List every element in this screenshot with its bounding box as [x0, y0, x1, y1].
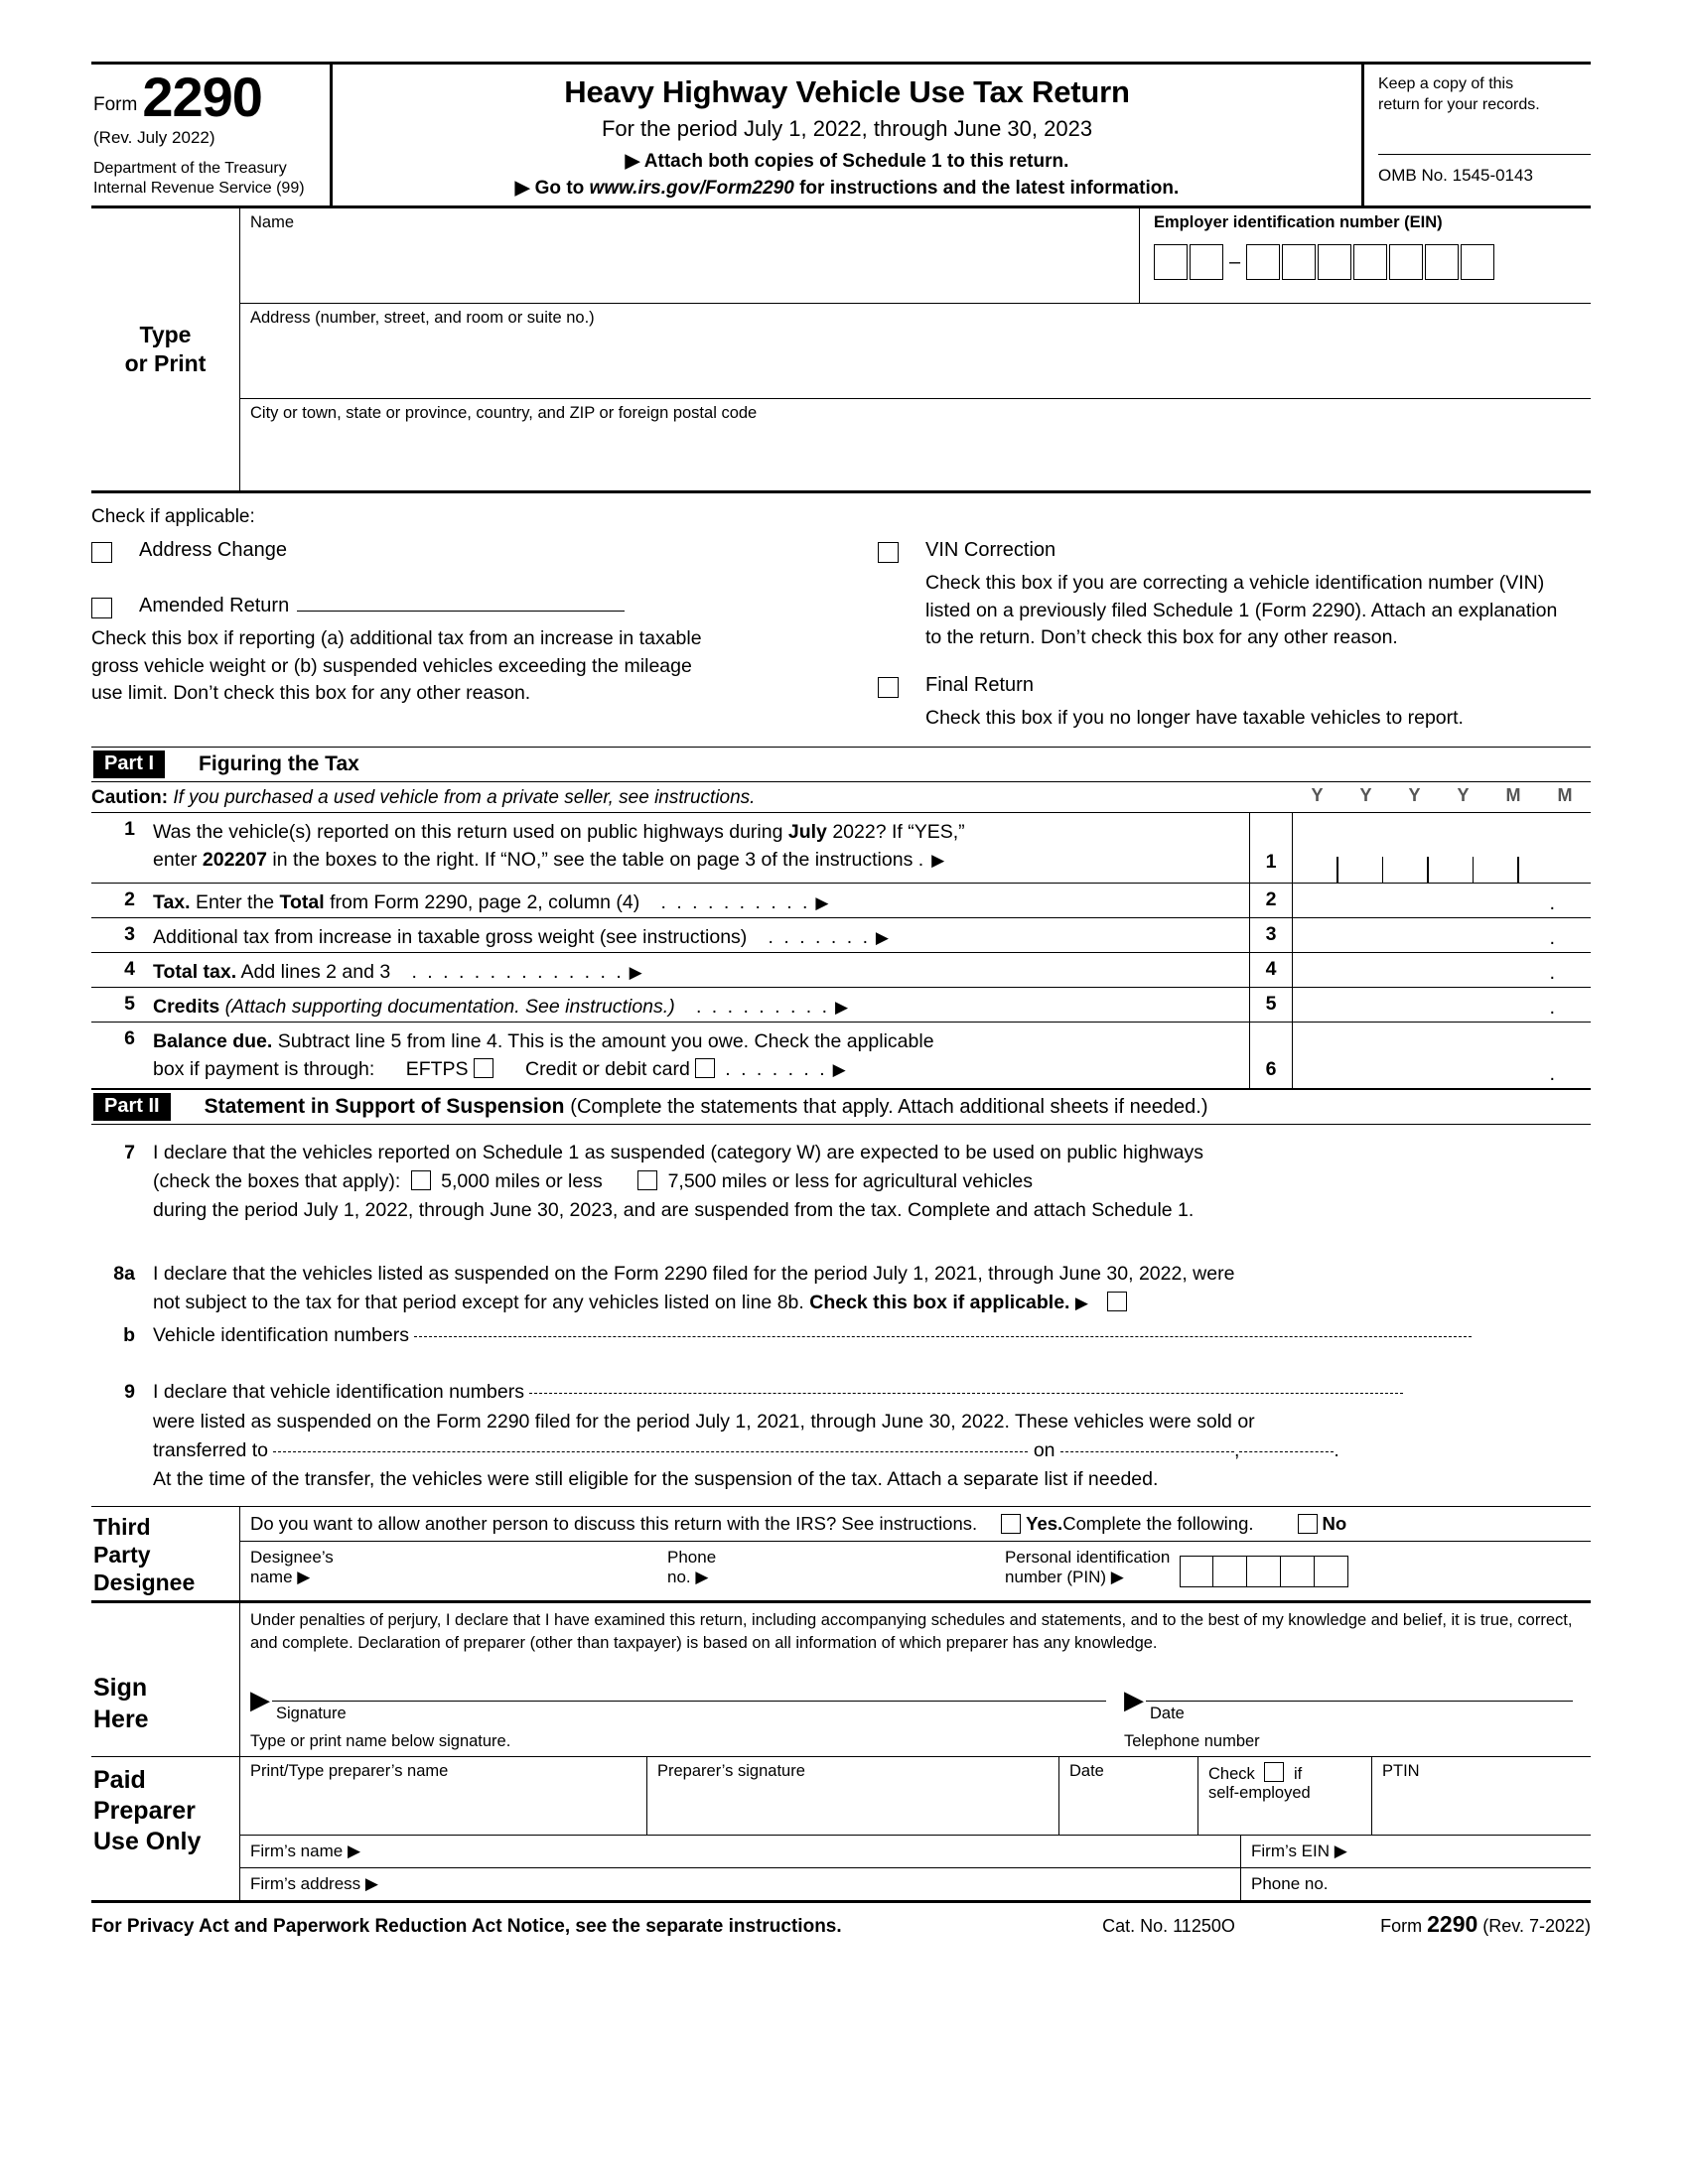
designee-pin-arrow: ▶ — [1110, 1568, 1124, 1587]
designee-phone-label-2-text: no. — [667, 1568, 691, 1587]
city-label: City or town, state or province, country, and ZIP or foreign postal code — [250, 404, 758, 422]
keep-copy-line-1: Keep a copy of this — [1378, 75, 1514, 92]
pin-digit-box[interactable] — [1281, 1556, 1315, 1587]
designee-phone-arrow: ▶ — [695, 1568, 709, 1587]
if-word-label: if — [1293, 1764, 1303, 1783]
ym-separator — [1517, 857, 1519, 883]
self-employed-check-field[interactable] — [1198, 1757, 1372, 1835]
ein-digit-box[interactable] — [1461, 244, 1494, 280]
line-2-arrow: ▶ — [815, 892, 829, 912]
designee-name-arrow: ▶ — [297, 1568, 311, 1587]
ein-dash: – — [1229, 250, 1241, 273]
part-1-header — [91, 748, 1591, 782]
designee-pin-label-2-text: number (PIN) — [1005, 1568, 1107, 1587]
ein-digit-box[interactable] — [1190, 244, 1223, 280]
line-6-box-number: 6 — [1249, 1023, 1293, 1088]
part-2-body — [91, 1125, 1591, 1495]
city-state-zip-field[interactable] — [240, 399, 1591, 490]
irs-url[interactable]: www.irs.gov/Form2290 — [589, 178, 794, 199]
firm-address-arrow: ▶ — [364, 1873, 378, 1893]
third-party-yes-rest: Complete the following. — [1062, 1513, 1254, 1535]
ein-digit-box[interactable] — [1282, 244, 1316, 280]
line-4-number: 4 — [124, 957, 135, 980]
final-return-description-text: Check this box if you no longer have taxable vehicles to report. — [925, 707, 1464, 730]
firm-phone-field[interactable] — [1241, 1868, 1591, 1900]
preparer-name-label: Print/Type preparer’s name — [250, 1761, 449, 1780]
line-6-dots: . . . . . . . — [725, 1058, 828, 1081]
designee-phone-label-2 — [667, 1568, 1005, 1587]
check-word-label: Check — [1208, 1764, 1255, 1783]
ym-separator — [1427, 857, 1429, 883]
line-8b-row — [91, 1321, 1591, 1350]
designee-phone-label-1: Phone — [667, 1548, 717, 1568]
line-4-dots: . . . . . . . . . . . . . . — [395, 960, 625, 983]
final-return-label: Final Return — [925, 674, 1034, 697]
third-party-question: Do you want to allow another person to discuss this return with the IRS? See instructions. — [250, 1513, 978, 1535]
line-9-number: 9 — [124, 1381, 135, 1404]
line-8a-number: 8a — [113, 1262, 135, 1285]
line-1-arrow: ▶ — [931, 851, 945, 871]
paid-preparer-body — [240, 1757, 1591, 1900]
line-2-text — [153, 884, 1249, 917]
keep-copy-line-2: return for your records. — [1378, 95, 1540, 113]
firm-ein-arrow: ▶ — [1334, 1841, 1347, 1860]
line-2-box-number: 2 — [1249, 884, 1293, 917]
ein-digit-box[interactable] — [1353, 244, 1387, 280]
sign-here-section — [91, 1603, 1591, 1757]
ein-digit-box[interactable] — [1246, 244, 1280, 280]
name-label: Name — [250, 213, 295, 231]
taxpayer-address-block — [91, 208, 1591, 493]
line-6-label: Balance due. — [153, 1029, 273, 1052]
sign-here-body — [240, 1603, 1591, 1756]
signature-bottom-row — [250, 1723, 1591, 1756]
line-8a-text-b: not subject to the tax for that period except for any vehicles listed on line 8b. — [153, 1291, 810, 1313]
ein-digit-box[interactable] — [1389, 244, 1423, 280]
line-4-text — [153, 953, 1249, 987]
signature-date-field[interactable] — [1124, 1684, 1591, 1723]
pin-digit-box[interactable] — [1213, 1556, 1247, 1587]
line-8a-row — [91, 1260, 1591, 1318]
header-title-block — [333, 65, 1364, 205]
type-print-name-field[interactable] — [250, 1732, 1124, 1751]
omb-number: OMB No. 1545-0143 — [1378, 154, 1591, 186]
ym-y2: Y — [1359, 784, 1372, 805]
line-6-text — [153, 1023, 1249, 1088]
firm-ein-label: Firm’s EIN — [1251, 1841, 1331, 1860]
firm-ein-field[interactable] — [1241, 1836, 1591, 1867]
vin-correction-description — [925, 570, 1561, 652]
line-4-decimal: . — [1549, 961, 1555, 984]
ptin-field[interactable] — [1372, 1757, 1591, 1835]
third-party-yes-label: Yes. — [1026, 1513, 1063, 1535]
ein-field[interactable] — [1139, 208, 1591, 303]
third-party-question-row — [240, 1507, 1591, 1542]
check-if-applicable-heading: Check if applicable: — [91, 506, 255, 527]
vin-correction-checkbox[interactable] — [878, 542, 899, 563]
firm-name-row — [240, 1836, 1591, 1868]
attach-schedule-note: ▶ Attach both copies of Schedule 1 to this return. — [625, 151, 1069, 172]
line-5-decimal: . — [1549, 996, 1555, 1019]
designee-phone-field[interactable] — [667, 1548, 1005, 1587]
part-2-title-note: (Complete the statements that apply. Attach additional sheets if needed.) — [570, 1095, 1208, 1118]
line-9-text-d: At the time of the transfer, the vehicles were still eligible for the suspension of the tax. Attach a separate list if needed. — [153, 1468, 1159, 1490]
signature-lines — [250, 1684, 1591, 1723]
catalog-number: Cat. No. 11250O — [1102, 1915, 1235, 1936]
line-3-arrow: ▶ — [875, 927, 889, 947]
line-5-row — [91, 988, 1591, 1023]
footer-form-id — [1380, 1911, 1591, 1938]
vin-correction-label: VIN Correction — [925, 539, 1056, 561]
designee-name-label-1: Designee’s — [250, 1548, 334, 1568]
self-employed-label: self-employed — [1208, 1783, 1311, 1802]
third-party-no-label: No — [1322, 1513, 1347, 1535]
type-or-print-line-2: or Print — [124, 350, 207, 376]
line-4-value[interactable] — [1293, 953, 1591, 987]
form-revision: (Rev. July 2022) — [93, 128, 215, 148]
line-7-text-a: I declare that the vehicles reported on Schedule 1 as suspended (category W) are expected to be used on public highways — [153, 1141, 1203, 1163]
line-2-total-bold: Total — [279, 890, 325, 913]
line-5-number: 5 — [124, 992, 135, 1015]
part-1-title: Figuring the Tax — [199, 751, 359, 775]
line-2-dots: . . . . . . . . . . — [644, 890, 810, 913]
line-7-number: 7 — [124, 1141, 135, 1163]
third-party-body — [240, 1507, 1591, 1600]
final-return-description — [925, 705, 1561, 733]
amended-return-text: Amended Return — [139, 595, 290, 616]
preparer-date-field[interactable] — [1059, 1757, 1198, 1835]
amended-return-rule — [297, 596, 625, 612]
line-9-year-input[interactable] — [1239, 1451, 1334, 1452]
line-7-text-b: (check the boxes that apply): — [153, 1170, 401, 1192]
signature-caption: Signature — [276, 1704, 347, 1722]
paid-preparer-label — [91, 1757, 240, 1900]
line-1-dots: . — [917, 849, 926, 872]
line-1-text-c: enter — [153, 849, 203, 872]
line-5-label: Credits — [153, 995, 220, 1018]
line-5-value[interactable] — [1293, 988, 1591, 1022]
form-word-label: Form — [93, 94, 138, 116]
line-9-vin-input[interactable] — [529, 1393, 1403, 1394]
line-4-label: Total tax. — [153, 960, 237, 983]
address-fields — [240, 208, 1591, 490]
line-3-dots: . . . . . . . — [752, 925, 871, 948]
line-1-value[interactable] — [1293, 813, 1591, 883]
line-1-code-bold: 202207 — [202, 849, 267, 872]
designee-name-label-2-text: name — [250, 1568, 293, 1587]
goto-instructions-note — [337, 177, 1357, 200]
form-title: Heavy Highway Vehicle Use Tax Return — [564, 74, 1130, 109]
form-header — [91, 62, 1591, 208]
eftps-checkbox[interactable] — [474, 1058, 493, 1078]
ein-digit-box[interactable] — [1318, 244, 1351, 280]
line-9-text: I declare that vehicle identification numbers were listed as suspended on the Form 2290 filed for the period July 1, 2021, through June 30, 2022. These vehicles were sold or transferred to on , . At the time of the transfer, the vehicles were still eligible for the suspension of the tax. Attach a separate list if needed. — [153, 1378, 1591, 1494]
sign-here-label-1: Sign — [93, 1674, 148, 1703]
form-period: For the period July 1, 2022, through June 30, 2023 — [601, 116, 1093, 141]
credit-debit-card-checkbox[interactable] — [695, 1058, 715, 1078]
line-8a-checkbox[interactable] — [1107, 1292, 1127, 1311]
privacy-notice: For Privacy Act and Paperwork Reduction Act Notice, see the separate instructions. — [91, 1915, 842, 1937]
third-party-fields — [240, 1542, 1591, 1595]
pin-digit-box[interactable] — [1180, 1556, 1213, 1587]
amended-return-label — [139, 595, 625, 617]
perjury-statement: Under penalties of perjury, I declare that I have examined this return, including accompanying schedules and statements, and to the best of my knowledge and belief, it is true, correct, and complete. Declaration of preparer (other than taxpayer) is based on all information of which preparer has any knowledge. — [250, 1611, 1573, 1653]
line-1-text-b: 2022? If “YES,” — [826, 820, 965, 843]
designee-name-field[interactable] — [250, 1548, 667, 1587]
firm-name-field[interactable] — [240, 1836, 1241, 1867]
line-2-text-a: Enter the — [190, 890, 280, 913]
third-party-yes-checkbox[interactable] — [1001, 1514, 1021, 1534]
address-change-checkbox[interactable] — [91, 542, 112, 563]
designee-pin-label-2 — [1005, 1568, 1170, 1587]
signature-arrow-icon: ▶ — [250, 1684, 270, 1714]
line-8b-text — [153, 1321, 1591, 1350]
preparer-signature-field[interactable] — [647, 1757, 1059, 1835]
line-6-arrow: ▶ — [832, 1060, 846, 1080]
line-4-arrow: ▶ — [629, 962, 642, 982]
line-3-value[interactable] — [1293, 918, 1591, 952]
line-6-card-label: Credit or debit card — [524, 1058, 690, 1081]
date-caption: Date — [1150, 1704, 1185, 1722]
name-field[interactable] — [250, 213, 1139, 303]
pin-digit-box[interactable] — [1247, 1556, 1281, 1587]
vin-correction-row[interactable] — [878, 539, 1591, 563]
paid-preparer-label-1: Paid — [93, 1765, 146, 1794]
line-2-number: 2 — [124, 887, 135, 910]
line-1-text-d: in the boxes to the right. If “NO,” see the table on page 3 of the instructions — [266, 849, 914, 872]
part-2-title-text: Statement in Support of Suspension — [204, 1094, 565, 1118]
line-8a-text-a: I declare that the vehicles listed as suspended on the Form 2290 filed for the period July 1, 2021, through June 30, 2022, were — [153, 1262, 1235, 1285]
goto-prefix: ▶ Go to — [514, 178, 590, 199]
line-1-text — [153, 813, 1249, 883]
ym-y1: Y — [1311, 784, 1324, 805]
line-7-option-2-label: 7,500 miles or less for agricultural vehicles — [667, 1170, 1033, 1192]
line-9-text-c: transferred to — [153, 1438, 268, 1461]
firm-address-field[interactable] — [240, 1868, 1241, 1900]
line-3-text-a: Additional tax from increase in taxable gross weight (see instructions) — [153, 925, 748, 948]
ym-m1: M — [1505, 784, 1521, 805]
ym-separator — [1473, 857, 1475, 883]
third-party-no-checkbox[interactable] — [1298, 1514, 1318, 1534]
line-2-row — [91, 884, 1591, 918]
ein-digit-box[interactable] — [1154, 244, 1188, 280]
third-party-label-1: Third — [93, 1514, 151, 1541]
preparer-date-label: Date — [1069, 1761, 1104, 1780]
pin-boxes[interactable] — [1180, 1548, 1348, 1587]
line-3-number: 3 — [124, 922, 135, 945]
footer-form-rev: (Rev. 7-2022) — [1477, 1915, 1591, 1936]
line-2-text-b: from Form 2290, page 2, column (4) — [324, 890, 640, 913]
footer-form-number: 2290 — [1427, 1910, 1478, 1937]
ym-y4: Y — [1457, 784, 1470, 805]
line-3-text — [153, 918, 1249, 952]
address-change-row[interactable] — [91, 539, 856, 563]
ym-separator — [1382, 857, 1384, 883]
line-1-month-bold: July — [787, 820, 827, 843]
line-5-text-italic: (Attach supporting documentation. See instructions.) — [219, 995, 675, 1018]
line-6-row — [91, 1023, 1591, 1089]
type-or-print-label — [91, 208, 240, 490]
form-footer — [91, 1903, 1591, 1938]
designee-pin-label-1: Personal identification — [1005, 1548, 1171, 1568]
footer-form-label: Form — [1380, 1915, 1428, 1936]
line-5-dots: . . . . . . . . . — [680, 995, 830, 1018]
paid-preparer-label-3: Use Only — [93, 1828, 202, 1856]
amended-return-description — [91, 625, 727, 708]
line-8b-input[interactable] — [414, 1336, 1472, 1337]
telephone-field[interactable] — [1124, 1732, 1591, 1751]
amended-return-description-text: Check this box if reporting (a) additional tax from an increase in taxable gross vehicle weight or (b) suspended vehicles exceeding the mileage use limit. Don’t check this box for any other reason. — [91, 627, 702, 705]
signature-field[interactable] — [250, 1684, 1124, 1723]
type-or-print-line-1: Type — [139, 321, 192, 347]
amended-return-checkbox[interactable] — [91, 598, 112, 618]
year-month-header — [1293, 785, 1591, 806]
firm-address-row — [240, 1868, 1591, 1900]
third-party-label-2: Party — [93, 1542, 151, 1569]
firm-phone-label: Phone no. — [1251, 1873, 1329, 1893]
form-number: 2290 — [142, 66, 262, 128]
name-and-ein-row — [240, 208, 1591, 304]
address-label: Address (number, street, and room or suite no.) — [250, 309, 595, 327]
ptin-label: PTIN — [1382, 1761, 1420, 1780]
line-3-row — [91, 918, 1591, 953]
paid-preparer-section — [91, 1757, 1591, 1903]
line-1-number: 1 — [124, 817, 135, 840]
paid-preparer-label-2: Preparer — [93, 1797, 196, 1826]
vin-correction-description-text: Check this box if you are correcting a vehicle identification number (VIN) listed on a previously filed Schedule 1 (Form 2290). Attach an explanation to the return. Don’t check this box for any other reason. — [925, 572, 1558, 649]
ein-boxes[interactable] — [1154, 244, 1591, 280]
sign-here-label — [91, 1603, 240, 1756]
line-1-row — [91, 813, 1591, 884]
type-print-name-label: Type or print name below signature. — [250, 1731, 511, 1750]
line-7-row — [91, 1139, 1591, 1226]
line-6-text-a: Subtract line 5 from line 4. This is the amount you owe. Check the applicable — [272, 1029, 934, 1052]
form-2290-sheet — [91, 62, 1591, 1938]
line-5-arrow: ▶ — [834, 997, 849, 1017]
line-1-box-number: 1 — [1249, 813, 1293, 883]
line-1-text-a: Was the vehicle(s) reported on this return used on public highways during — [153, 820, 788, 843]
line-7-5000-miles-checkbox[interactable] — [411, 1170, 431, 1190]
department-line-1: Department of the Treasury — [93, 160, 287, 178]
sign-here-label-2: Here — [93, 1705, 149, 1733]
third-party-label-3: Designee — [93, 1570, 196, 1596]
line-6-eftps-label: EFTPS — [405, 1058, 469, 1081]
header-omb-block — [1364, 65, 1591, 205]
department-line-2: Internal Revenue Service (99) — [93, 179, 305, 197]
ym-separator — [1336, 857, 1338, 883]
telephone-label: Telephone number — [1124, 1731, 1260, 1750]
line-3-decimal: . — [1549, 926, 1555, 949]
line-6-decimal: . — [1549, 1062, 1555, 1085]
part-2-title — [205, 1095, 1208, 1119]
line-9-row — [91, 1378, 1591, 1494]
goto-suffix: for instructions and the latest information. — [793, 178, 1180, 199]
line-2-decimal: . — [1549, 891, 1555, 914]
third-party-label — [91, 1507, 240, 1600]
designee-name-label-2 — [250, 1568, 667, 1587]
ein-digit-box[interactable] — [1425, 244, 1459, 280]
line-9-date-input[interactable] — [1060, 1451, 1234, 1452]
caution-text: If you purchased a used vehicle from a private seller, see instructions. — [173, 786, 756, 808]
caution-label: Caution: — [91, 786, 169, 808]
line-9-transferee-input[interactable] — [273, 1451, 1028, 1452]
address-change-label: Address Change — [139, 539, 287, 561]
line-4-box-number: 4 — [1249, 953, 1293, 987]
part-2-tag: Part II — [93, 1093, 171, 1121]
line-7-text — [153, 1139, 1591, 1226]
line-5-box-number: 5 — [1249, 988, 1293, 1022]
line-3-box-number: 3 — [1249, 918, 1293, 952]
line-2-value[interactable] — [1293, 884, 1591, 917]
line-7-7500-miles-checkbox[interactable] — [637, 1170, 657, 1190]
preparer-signature-label: Preparer’s signature — [657, 1761, 805, 1780]
line-8a-text — [153, 1260, 1591, 1318]
ym-y3: Y — [1408, 784, 1421, 805]
check-column-left — [91, 539, 856, 733]
preparer-name-field[interactable] — [240, 1757, 647, 1835]
line-4-row — [91, 953, 1591, 988]
line-4-text-a: Add lines 2 and 3 — [236, 960, 391, 983]
header-form-identity — [91, 65, 333, 205]
line-2-label: Tax. — [153, 890, 191, 913]
designee-pin-field[interactable] — [1005, 1548, 1591, 1587]
pin-digit-box[interactable] — [1315, 1556, 1348, 1587]
line-6-number: 6 — [124, 1026, 135, 1049]
line-8b-label: Vehicle identification numbers — [153, 1324, 409, 1346]
preparer-top-row — [240, 1757, 1591, 1836]
ein-label: Employer identification number (EIN) — [1154, 213, 1443, 231]
line-8a-bold: Check this box if applicable. — [809, 1291, 1070, 1313]
line-8b-number: b — [123, 1324, 135, 1346]
street-address-field[interactable] — [240, 304, 1591, 399]
line-5-text — [153, 988, 1249, 1022]
firm-name-label: Firm’s name — [250, 1841, 344, 1860]
self-employed-checkbox[interactable] — [1264, 1762, 1284, 1782]
check-column-right — [856, 539, 1591, 733]
amended-return-row[interactable] — [91, 595, 856, 618]
part-1-tag: Part I — [93, 751, 165, 778]
firm-name-arrow: ▶ — [347, 1841, 361, 1860]
check-if-applicable-section — [91, 493, 1591, 748]
firm-address-label: Firm’s address — [250, 1873, 361, 1893]
line-9-text-a: I declare that vehicle identification numbers — [153, 1381, 524, 1404]
date-arrow-icon: ▶ — [1124, 1684, 1144, 1714]
final-return-checkbox[interactable] — [878, 677, 899, 698]
line-6-text-b: box if payment is through: — [153, 1058, 375, 1081]
line-7-text-c: during the period July 1, 2022, through June 30, 2023, and are suspended from the tax. Complete and attach Schedule 1. — [153, 1199, 1195, 1222]
final-return-row[interactable] — [878, 674, 1591, 698]
ym-m2: M — [1557, 784, 1573, 805]
line-6-value[interactable] — [1293, 1023, 1591, 1088]
part-2-header — [91, 1089, 1591, 1125]
line-9-text-b: were listed as suspended on the Form 2290 filed for the period July 1, 2021, through June 30, 2022. These vehicles were sold or — [153, 1410, 1255, 1433]
line-8a-arrow: ▶ — [1074, 1293, 1088, 1312]
line-9-on-label: on — [1033, 1438, 1055, 1461]
line-7-option-1-label: 5,000 miles or less — [441, 1170, 603, 1192]
third-party-designee-section — [91, 1506, 1591, 1603]
